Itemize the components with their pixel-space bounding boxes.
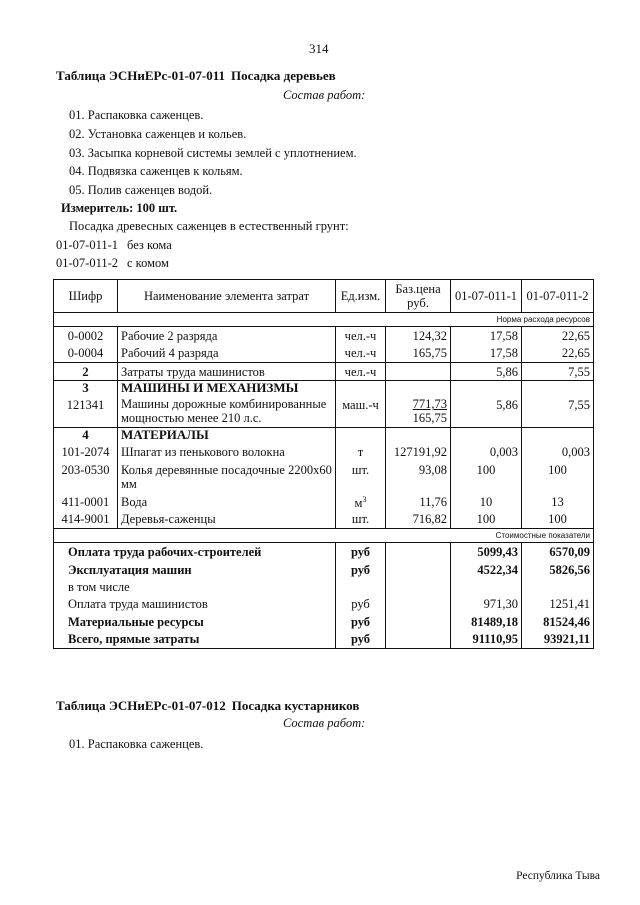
unit-superscript: 3 (362, 494, 367, 504)
cost-unit: руб (336, 561, 386, 579)
row-value-2: 7,55 (522, 396, 594, 428)
price-operator: 165,75 (412, 411, 447, 426)
cost-value-2: 81524,46 (522, 613, 594, 631)
row-name: Вода (118, 493, 336, 511)
cost-unit: руб (336, 613, 386, 631)
section-row (54, 428, 594, 443)
cost-label: Стоимостные показатели (522, 529, 594, 543)
row-price: 124,32 (386, 327, 451, 345)
norm-label: Норма расхода ресурсов (522, 313, 594, 327)
resource-table (53, 279, 594, 649)
variant-code: 01-07-011-1 (56, 238, 119, 252)
table-header-row (54, 280, 594, 313)
header-unit: Ед.изм. (336, 280, 386, 313)
table2-name: Посадка кустарников (231, 698, 360, 713)
table-title (56, 68, 336, 84)
row-unit: т (336, 443, 386, 461)
cost-unit: руб (336, 543, 386, 561)
row-unit: маш.-ч (336, 396, 386, 428)
page-footer: Республика Тыва (516, 870, 600, 882)
variant-code: 01-07-011-2 (56, 256, 119, 270)
header-col1: 01-07-011-1 (451, 280, 522, 313)
row-unit: чел.-ч (336, 363, 386, 381)
row-value-2: 22,65 (522, 345, 594, 363)
work-item: 05. Полив саженцев водой. (69, 183, 213, 197)
works2-title: Состав работ: (283, 716, 366, 730)
cost-value-1: 91110,95 (451, 631, 522, 649)
row-name: Затраты труда машинистов (118, 363, 336, 381)
row-price: 11,76 (386, 493, 451, 511)
header-code: Шифр (54, 280, 118, 313)
row-value-2: 100 (522, 511, 594, 529)
cost-row (54, 631, 594, 649)
table-row (54, 327, 594, 345)
table-row (54, 461, 594, 493)
work-item: 01. Распаковка саженцев. (69, 108, 204, 122)
row-code: 101-2074 (54, 443, 118, 461)
row-code: 0-0002 (54, 327, 118, 345)
cost-value-2: 1251,41 (522, 595, 594, 613)
row-name: Машины дорожные комбинированные мощностью менее 210 л.с. (118, 396, 336, 428)
row-value-2: 0,003 (522, 443, 594, 461)
cost-name: Оплата труда рабочих-строителей (54, 543, 336, 561)
row-price (386, 363, 451, 381)
cost-name: Всего, прямые затраты (54, 631, 336, 649)
cost-value-2: 5826,56 (522, 561, 594, 579)
cost-name: Эксплуатация машин (54, 561, 336, 579)
table-row (54, 511, 594, 529)
section-name: МАШИНЫ И МЕХАНИЗМЫ (118, 381, 336, 396)
row-unit: шт. (336, 461, 386, 493)
row-value-2: 7,55 (522, 363, 594, 381)
table-row (54, 345, 594, 363)
row-unit: шт. (336, 511, 386, 529)
variant-text: с комом (127, 256, 169, 270)
cost-unit: руб (336, 595, 386, 613)
cost-row (54, 579, 594, 595)
row-name: Колья деревянные посадочные 2200х60 мм (118, 461, 336, 493)
table2-title (56, 698, 359, 714)
cost-value-1: 971,30 (451, 595, 522, 613)
cost-value-1: 4522,34 (451, 561, 522, 579)
cost-name: Материальные ресурсы (54, 613, 336, 631)
row-value-1: 100 (451, 511, 522, 529)
cost-value-1: 5099,43 (451, 543, 522, 561)
row-value-1: 0,003 (451, 443, 522, 461)
row-name: Рабочие 2 разряда (118, 327, 336, 345)
cost-row (54, 595, 594, 613)
cost-row (54, 543, 594, 561)
table-row (54, 493, 594, 511)
work-item: 02. Установка саженцев и кольев. (69, 127, 247, 141)
table-row (54, 363, 594, 381)
works-title: Состав работ: (283, 88, 366, 102)
price-machine: 771,73 (412, 397, 447, 412)
row-name: Рабочий 4 разряда (118, 345, 336, 363)
row-price: 716,82 (386, 511, 451, 529)
table-row (54, 396, 594, 428)
row-value-1: 10 (451, 493, 522, 511)
section-code: 4 (54, 428, 118, 443)
row-value-2: 100 (522, 461, 594, 493)
row-code: 0-0004 (54, 345, 118, 363)
table-row (54, 443, 594, 461)
variant-text: без кома (127, 238, 172, 252)
row-price: 93,08 (386, 461, 451, 493)
row-price (386, 396, 451, 428)
row-value-2: 22,65 (522, 327, 594, 345)
cost-unit: руб (336, 631, 386, 649)
cost-value-2: 93921,11 (522, 631, 594, 649)
cost-value-1: 81489,18 (451, 613, 522, 631)
row-value-1: 17,58 (451, 327, 522, 345)
table-name: Посадка деревьев (231, 68, 336, 83)
row-value-1: 17,58 (451, 345, 522, 363)
cost-value-2: 6570,09 (522, 543, 594, 561)
cost-name: в том числе (54, 579, 336, 595)
cost-name: Оплата труда машинистов (54, 595, 336, 613)
cost-row (54, 613, 594, 631)
cost-row (54, 561, 594, 579)
row-code: 121341 (54, 396, 118, 428)
page-number: 314 (309, 41, 329, 56)
work-item: 03. Засыпка корневой системы землей с уплотнением. (69, 146, 357, 160)
header-price: Баз.цена руб. (386, 280, 451, 313)
row-value-1: 5,86 (451, 363, 522, 381)
row-code: 203-0530 (54, 461, 118, 493)
section-code: 3 (54, 381, 118, 396)
work-description: Посадка древесных саженцев в естественный грунт: (69, 219, 349, 233)
table2-code: Таблица ЭСНиЕРс-01-07-012 (56, 698, 226, 713)
header-col2: 01-07-011-2 (522, 280, 594, 313)
section-row (54, 381, 594, 396)
row-name: Деревья-саженцы (118, 511, 336, 529)
row-unit (336, 493, 386, 511)
row-value-1: 5,86 (451, 396, 522, 428)
header-name: Наименование элемента затрат (118, 280, 336, 313)
row-price: 127191,92 (386, 443, 451, 461)
section-name: МАТЕРИАЛЫ (118, 428, 336, 443)
row-code: 2 (54, 363, 118, 381)
row-unit: чел.-ч (336, 345, 386, 363)
row-value-2: 13 (522, 493, 594, 511)
unit-base: м (354, 496, 363, 511)
row-code: 411-0001 (54, 493, 118, 511)
work-item: 04. Подвязка саженцев к кольям. (69, 164, 243, 178)
work-item: 01. Распаковка саженцев. (69, 737, 204, 751)
table-code: Таблица ЭСНиЕРс-01-07-011 (56, 68, 226, 83)
row-code: 414-9001 (54, 511, 118, 529)
row-unit: чел.-ч (336, 327, 386, 345)
measure-label: Измеритель: 100 шт. (61, 201, 178, 215)
row-price: 165,75 (386, 345, 451, 363)
row-value-1: 100 (451, 461, 522, 493)
row-name: Шпагат из пенькового волокна (118, 443, 336, 461)
